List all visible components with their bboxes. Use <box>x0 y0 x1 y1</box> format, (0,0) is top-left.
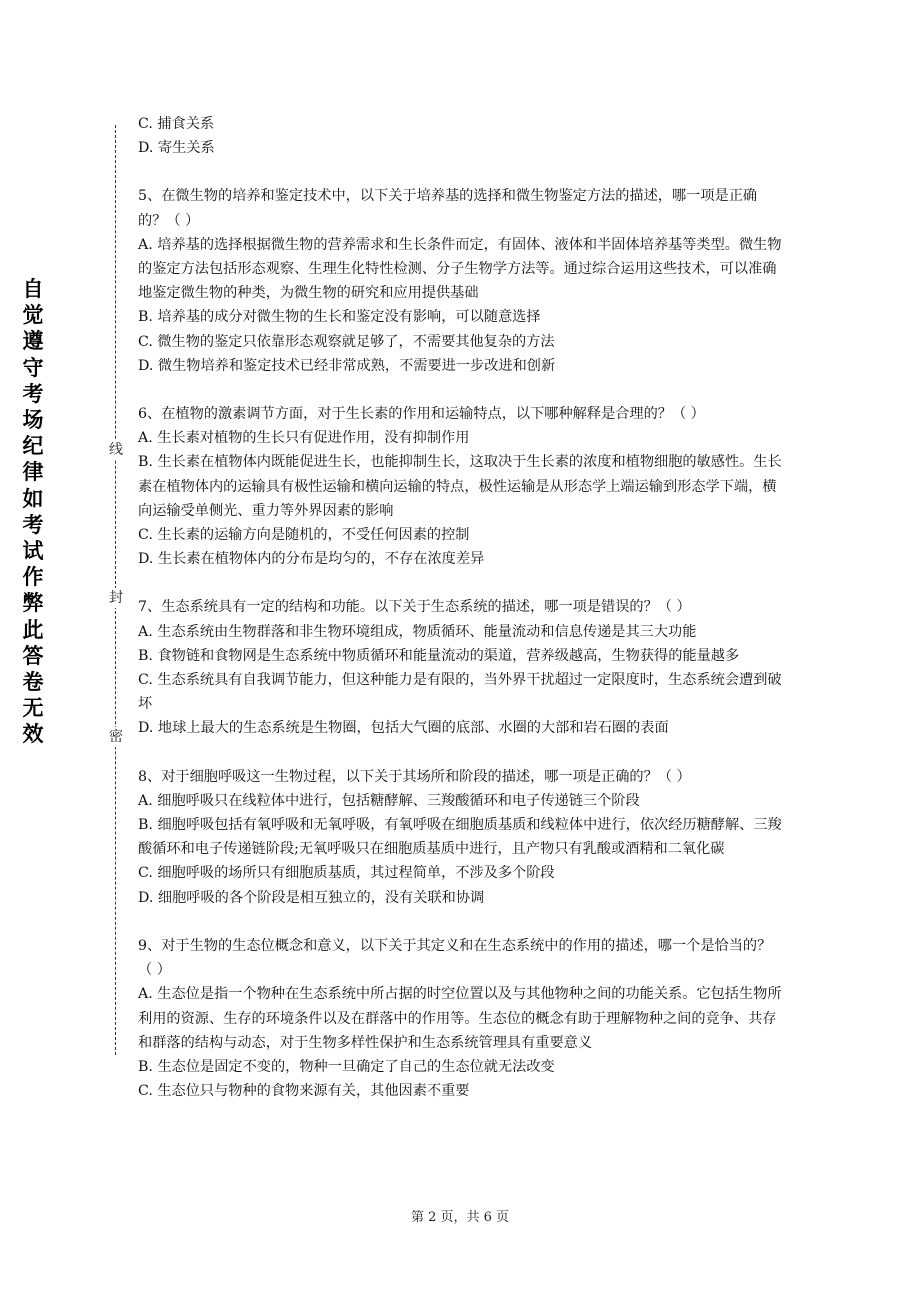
option-b: B. 培养基的成分对微生物的生长和鉴定没有影响，可以随意选择 <box>138 309 541 326</box>
question-7 <box>138 595 783 740</box>
option-b: B. 食物链和食物网是生态系统中物质循环和能量流动的渠道，营养级越高，生物获得的能量越多 <box>138 647 740 664</box>
option-a: A. 细胞呼吸只在线粒体中进行，包括糖酵解、三羧酸循环和电子传递链三个阶段 <box>138 792 640 809</box>
option-a: A. 培养基的选择根据微生物的营养需求和生长条件而定，有固体、液体和半固体培养基等类型。微生物的鉴定方法包括形态观察、生理生化特性检测、分子生物学方法等。通过综合运用这些技术，可以准确地鉴定微生物的种类，为微生物的研究和应用提供基础 <box>138 236 782 302</box>
question-continued <box>138 112 783 160</box>
exam-content <box>138 112 783 1103</box>
question-5 <box>138 184 783 378</box>
option-b: B. 细胞呼吸包括有氧呼吸和无氧呼吸，有氧呼吸在细胞质基质和线粒体中进行，依次经历糖酵解、三羧酸循环和电子传递链阶段;无氧呼吸只在细胞质基质中进行，且产物只有乳酸或酒精和二氧化碳 <box>138 817 782 858</box>
option-d: D. 寄生关系 <box>138 140 215 157</box>
option-b: B. 生长素在植物体内既能促进生长，也能抑制生长，这取决于生长素的浓度和植物细胞的敏感性。生长素在植物体内的运输具有极性运输和横向运输的特点，极性运输是从形态学上端运输到形态学下端，横向运输受单侧光、重力等外界因素的影响 <box>138 454 782 519</box>
question-stem: 9、对于生物的生态位概念和意义，以下关于其定义和在生态系统中的作用的描述，哪一个是恰当的？（ ） <box>138 937 772 979</box>
option-c: C. 捕食关系 <box>138 116 215 132</box>
option-d: D. 地球上最大的生态系统是生物圈，包括大气圈的底部、水圈的大部和岩石圈的表面 <box>138 720 669 737</box>
question-9 <box>138 934 783 1103</box>
question-stem: 8、对于细胞呼吸这一生物过程，以下关于其场所和阶段的描述，哪一项是正确的？（ ） <box>138 768 691 785</box>
option-c: C. 生态系统具有自我调节能力，但这种能力是有限的，当外界干扰超过一定限度时，生态系统会遭到破坏 <box>138 672 782 713</box>
option-c: C. 细胞呼吸的场所只有细胞质基质，其过程简单，不涉及多个阶段 <box>138 865 555 882</box>
question-stem: 6、在植物的激素调节方面，对于生长素的作用和运输特点，以下哪种解释是合理的？（ ） <box>138 406 705 423</box>
exam-discipline-notice: 自觉遵守考场纪律如考试作弊此答卷无效 <box>22 277 44 747</box>
cut-mark-line: 线 <box>106 440 126 460</box>
cut-mark-secret: 密 <box>106 727 126 747</box>
option-d: D. 微生物培养和鉴定技术已经非常成熟，不需要进一步改进和创新 <box>138 357 556 374</box>
page-footer: 第 2 页，共 6 页 <box>410 1210 510 1225</box>
option-b: B. 生态位是固定不变的，物种一旦确定了自己的生态位就无法改变 <box>138 1058 555 1075</box>
option-c: C. 生态位只与物种的食物来源有关，其他因素不重要 <box>138 1083 470 1100</box>
option-d: D. 生长素在植物体内的分布是均匀的，不存在浓度差异 <box>138 551 485 568</box>
option-c: C. 生长素的运输方向是随机的，不受任何因素的控制 <box>138 527 470 544</box>
option-d: D. 细胞呼吸的各个阶段是相互独立的，没有关联和协调 <box>138 889 485 906</box>
option-c: C. 微生物的鉴定只依靠形态观察就足够了，不需要其他复杂的方法 <box>138 333 555 350</box>
question-stem: 5、在微生物的培养和鉴定技术中，以下关于培养基的选择和微生物鉴定方法的描述，哪一项是正确的？（ ） <box>138 188 758 229</box>
option-a: A. 生态位是指一个物种在生态系统中所占据的时空位置以及与其他物种之间的功能关系。它包括生物所利用的资源、生存的环境条件以及在群落中的作用等。生态位的概念有助于理解物种之间的竞争、共存和群落的结构与动态，对于生物多样性保护和生态系统管理具有重要意义 <box>138 986 782 1051</box>
question-6 <box>138 402 783 571</box>
cut-mark-seal: 封 <box>106 588 126 608</box>
question-8 <box>138 765 783 910</box>
option-a: A. 生态系统由生物群落和非生物环境组成，物质循环、能量流动和信息传递是其三大功能 <box>138 623 697 640</box>
question-stem: 7、生态系统具有一定的结构和功能。以下关于生态系统的描述，哪一项是错误的？（ ） <box>138 599 691 616</box>
option-a: A. 生长素对植物的生长只有促进作用，没有抑制作用 <box>138 430 470 447</box>
